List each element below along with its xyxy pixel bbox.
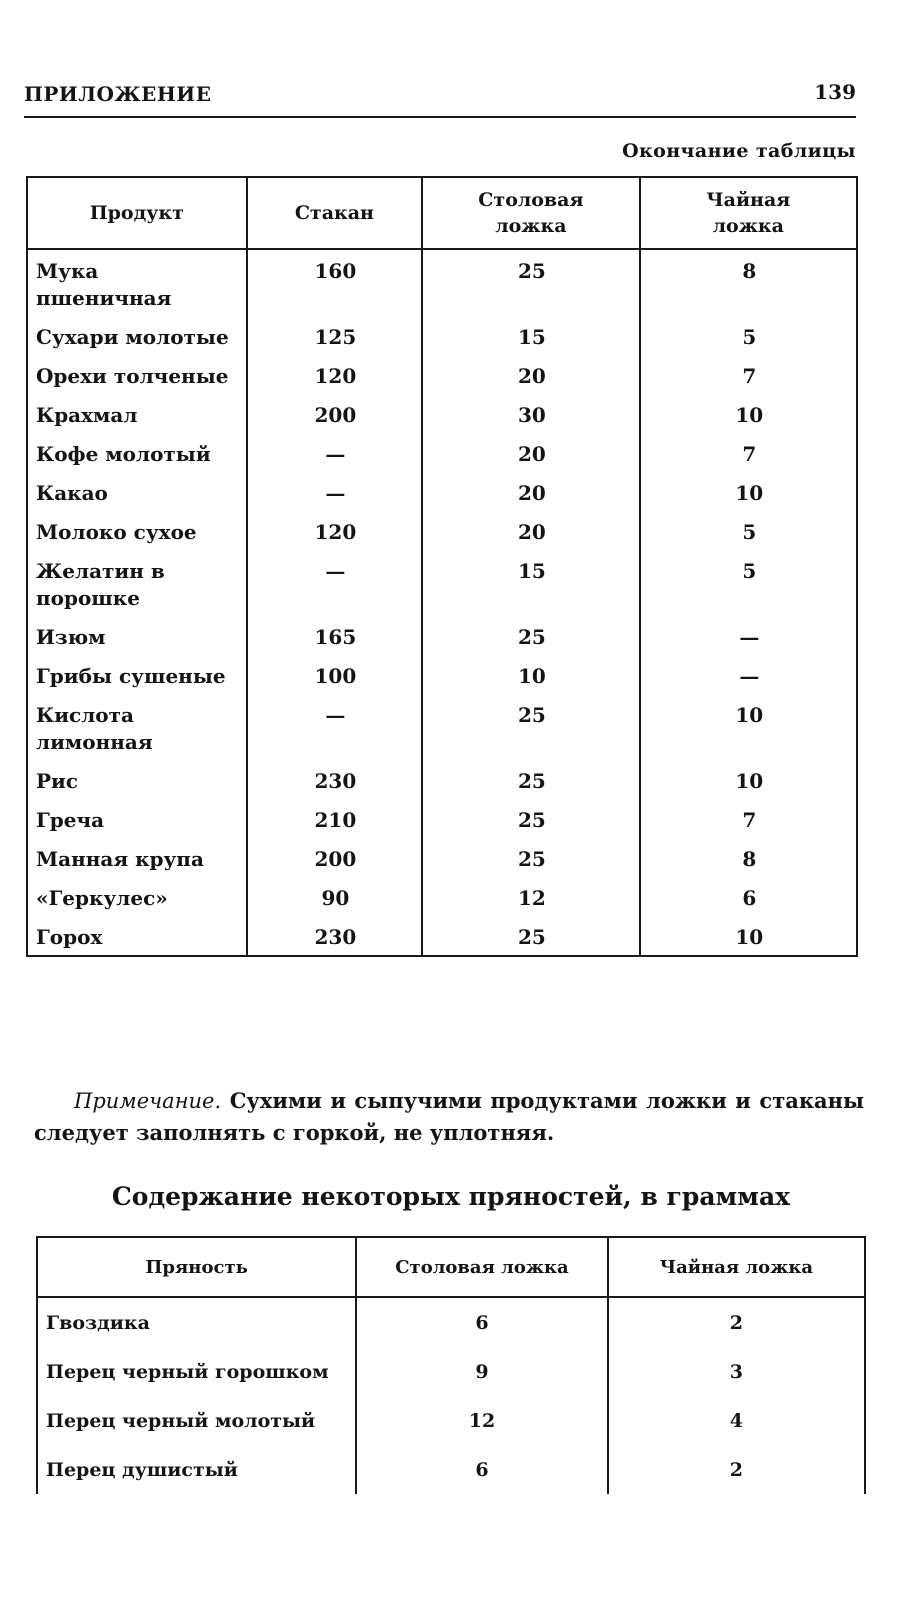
value-cell: 10 xyxy=(640,696,857,762)
row-label-cell: Молоко сухое xyxy=(27,513,247,552)
note-text: Сухими и сыпучими продуктами ложки и стаканы следует заполнять с горкой, не уплотняя. xyxy=(34,1088,865,1145)
value-cell: 12 xyxy=(422,879,639,918)
value-cell: — xyxy=(247,435,423,474)
row-label-cell: Горох xyxy=(27,918,247,956)
value-cell: — xyxy=(247,552,423,618)
value-cell: 210 xyxy=(247,801,423,840)
spices-table-body xyxy=(37,1297,865,1494)
value-cell: 20 xyxy=(422,513,639,552)
column-header-teaspoon: Чайная ложка xyxy=(640,177,857,249)
running-title: ПРИЛОЖЕНИЕ xyxy=(24,82,212,106)
row-label-cell: Манная крупа xyxy=(27,840,247,879)
page-number: 139 xyxy=(814,80,856,104)
running-header xyxy=(24,80,856,118)
value-cell: — xyxy=(640,618,857,657)
row-label-cell: Перец душистый xyxy=(37,1445,356,1494)
value-cell: 10 xyxy=(640,474,857,513)
table-row xyxy=(27,879,857,918)
table-row xyxy=(27,918,857,956)
value-cell: 6 xyxy=(356,1297,607,1347)
value-cell: 10 xyxy=(640,762,857,801)
value-cell: 10 xyxy=(422,657,639,696)
row-label-cell: Орехи толченые xyxy=(27,357,247,396)
value-cell: 3 xyxy=(608,1347,865,1396)
table-row xyxy=(27,357,857,396)
table-row xyxy=(27,513,857,552)
value-cell: 30 xyxy=(422,396,639,435)
table-row xyxy=(27,657,857,696)
products-table xyxy=(26,176,858,957)
value-cell: 5 xyxy=(640,552,857,618)
value-cell: — xyxy=(247,696,423,762)
spices-table-header xyxy=(37,1237,865,1297)
table-row xyxy=(37,1445,865,1494)
value-cell: 6 xyxy=(356,1445,607,1494)
column-header-product: Продукт xyxy=(27,177,247,249)
value-cell: 4 xyxy=(608,1396,865,1445)
value-cell: 25 xyxy=(422,762,639,801)
row-label-cell: Греча xyxy=(27,801,247,840)
spices-table xyxy=(36,1236,866,1494)
column-header-spice: Пряность xyxy=(37,1237,356,1297)
column-header-spice-teaspoon: Чайная ложка xyxy=(608,1237,865,1297)
table-row xyxy=(37,1297,865,1347)
value-cell: 90 xyxy=(247,879,423,918)
value-cell: 200 xyxy=(247,840,423,879)
table-row xyxy=(27,318,857,357)
row-label-cell: Изюм xyxy=(27,618,247,657)
table-row xyxy=(27,618,857,657)
table-row xyxy=(27,696,857,762)
table-row xyxy=(27,762,857,801)
note-label: Примечание. xyxy=(74,1089,222,1113)
row-label-cell: Мука пшеничная xyxy=(27,249,247,318)
row-label-cell: Перец черный молотый xyxy=(37,1396,356,1445)
value-cell: 2 xyxy=(608,1445,865,1494)
value-cell: 125 xyxy=(247,318,423,357)
value-cell: 25 xyxy=(422,696,639,762)
table-row xyxy=(27,474,857,513)
value-cell: 230 xyxy=(247,918,423,956)
table-row xyxy=(27,552,857,618)
value-cell: 20 xyxy=(422,435,639,474)
value-cell: 25 xyxy=(422,801,639,840)
value-cell: 160 xyxy=(247,249,423,318)
row-label-cell: Кислота лимонная xyxy=(27,696,247,762)
value-cell: 200 xyxy=(247,396,423,435)
value-cell: 20 xyxy=(422,357,639,396)
row-label-cell: Гвоздика xyxy=(37,1297,356,1347)
value-cell: 7 xyxy=(640,357,857,396)
note-paragraph xyxy=(34,1085,864,1149)
value-cell: 165 xyxy=(247,618,423,657)
value-cell: 15 xyxy=(422,318,639,357)
row-label-cell: Крахмал xyxy=(27,396,247,435)
row-label-cell: Желатин в порошке xyxy=(27,552,247,618)
value-cell: 5 xyxy=(640,318,857,357)
value-cell: 120 xyxy=(247,513,423,552)
column-header-tablespoon: Столовая ложка xyxy=(422,177,639,249)
column-header-glass: Стакан xyxy=(247,177,423,249)
value-cell: 7 xyxy=(640,435,857,474)
table-row xyxy=(37,1396,865,1445)
products-table-header xyxy=(27,177,857,249)
row-label-cell: Рис xyxy=(27,762,247,801)
value-cell: 25 xyxy=(422,249,639,318)
value-cell: 120 xyxy=(247,357,423,396)
value-cell: 100 xyxy=(247,657,423,696)
row-label-cell: Кофе молотый xyxy=(27,435,247,474)
value-cell: 2 xyxy=(608,1297,865,1347)
value-cell: 10 xyxy=(640,396,857,435)
row-label-cell: Перец черный горошком xyxy=(37,1347,356,1396)
table-row xyxy=(37,1347,865,1396)
value-cell: 230 xyxy=(247,762,423,801)
section-heading: Содержание некоторых пряностей, в граммах xyxy=(111,1182,791,1211)
value-cell: 10 xyxy=(640,918,857,956)
row-label-cell: Какао xyxy=(27,474,247,513)
table-row xyxy=(27,249,857,318)
table-caption: Окончание таблицы xyxy=(622,140,856,162)
table-row xyxy=(27,840,857,879)
value-cell: 25 xyxy=(422,840,639,879)
value-cell: 25 xyxy=(422,918,639,956)
row-label-cell: Грибы сушеные xyxy=(27,657,247,696)
table-row xyxy=(27,396,857,435)
value-cell: — xyxy=(247,474,423,513)
value-cell: 25 xyxy=(422,618,639,657)
value-cell: 20 xyxy=(422,474,639,513)
table-row xyxy=(27,435,857,474)
row-label-cell: Сухари молотые xyxy=(27,318,247,357)
value-cell: 5 xyxy=(640,513,857,552)
column-header-spice-tablespoon: Столовая ложка xyxy=(356,1237,607,1297)
value-cell: 8 xyxy=(640,840,857,879)
value-cell: 8 xyxy=(640,249,857,318)
value-cell: 7 xyxy=(640,801,857,840)
value-cell: 12 xyxy=(356,1396,607,1445)
value-cell: 9 xyxy=(356,1347,607,1396)
products-table-body xyxy=(27,249,857,956)
row-label-cell: «Геркулес» xyxy=(27,879,247,918)
value-cell: 15 xyxy=(422,552,639,618)
value-cell: 6 xyxy=(640,879,857,918)
value-cell: — xyxy=(640,657,857,696)
table-row xyxy=(27,801,857,840)
